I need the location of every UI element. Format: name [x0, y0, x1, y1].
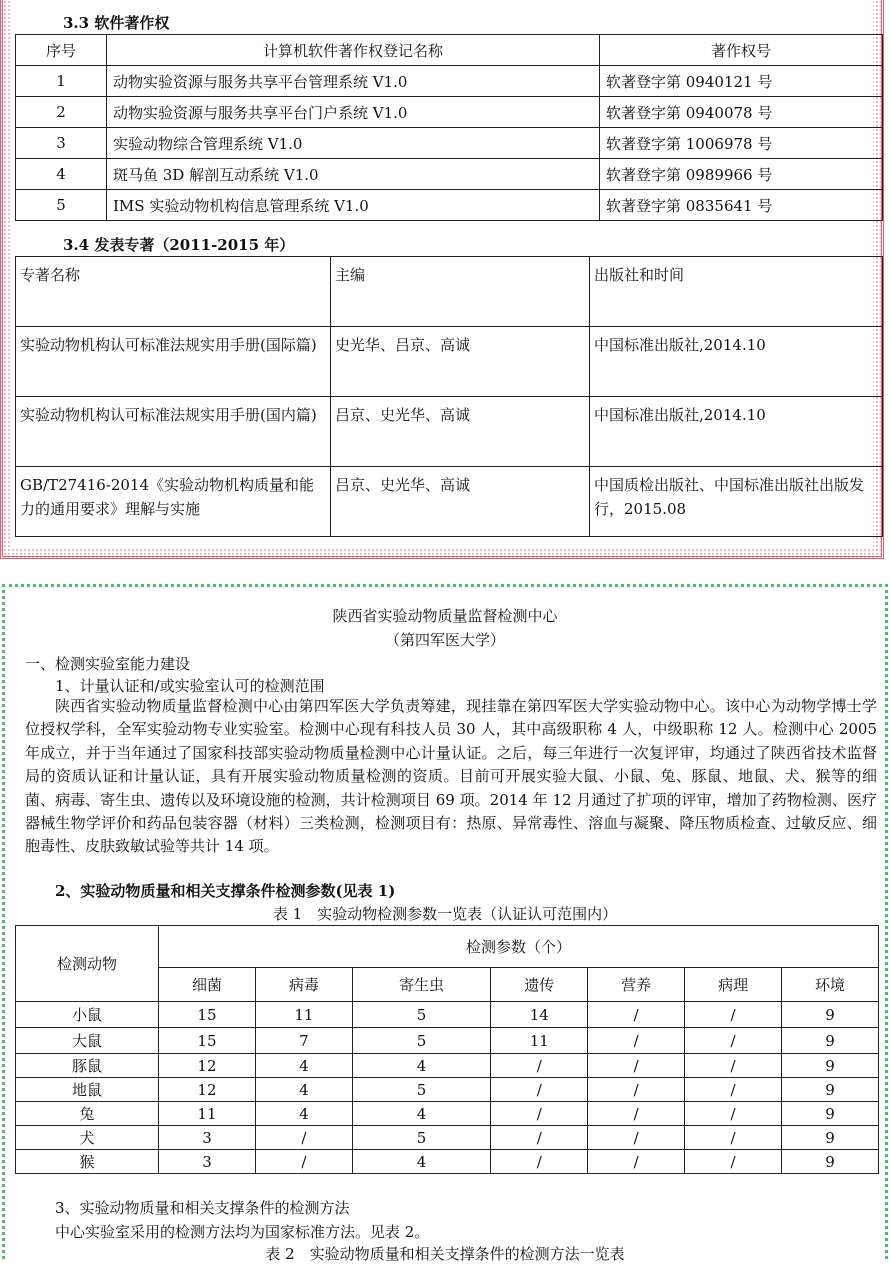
table-cell-animal: 犬: [16, 1126, 159, 1150]
column-header: 出版社和时间: [590, 257, 883, 327]
table-cell: 14: [491, 1002, 588, 1028]
table-cell: /: [685, 1002, 782, 1028]
table-cell-animal: 地鼠: [16, 1078, 159, 1102]
table-cell: /: [588, 1028, 685, 1054]
table-row: [16, 190, 883, 221]
table-cell: 中国质检出版社、中国标准出版社出版发行，2015.08: [590, 467, 883, 537]
body-paragraph: 陕西省实验动物质量监督检测中心由第四军医大学负责筹建，现挂靠在第四军医大学实验动物中心。该中心为动物学博士学位授权学科，全军实验动物专业实验室。检测中心现有科技人员 30 人，其中高级职称 4 人，中级职称 12 人。检测中心 2005 年成立，并于当年通过了国家科技部实验动物质量检测中心计量认证。之后，每三年进行一次复评审，均通过了陕西省技术监督局的资质认证和计量认证，具有开展实验动物质量检测的资质。目前可开展实验大鼠、小鼠、兔、豚鼠、地鼠、犬、猴等的细菌、病毒、寄生虫、遗传以及环境设施的检测，共计检测项目 69 项。2014 年 12 月通过了扩项的评审，增加了药物检测、医疗器械生物学评价和药品包装容器（材料）三类检测，检测项目有：热原、异常毒性、溶血与凝聚、降压物质检查、过敏反应、细胞毒性、皮肤致敏试验等共计 14 项。: [25, 697, 877, 856]
table-cell: 5: [352, 1126, 490, 1150]
table-cell: 4: [255, 1102, 352, 1126]
table-row: [16, 397, 883, 467]
table-cell: 9: [782, 1078, 879, 1102]
table-cell: /: [685, 1126, 782, 1150]
table-cell: 中国标准出版社,2014.10: [590, 327, 883, 397]
table-cell: 3: [159, 1150, 256, 1174]
column-header-animal: 检测动物: [16, 926, 159, 1002]
parameters-table: [15, 925, 879, 1174]
table-cell: 3: [159, 1126, 256, 1150]
section-testing-center-content: [13, 595, 877, 1263]
column-header: 营养: [588, 968, 685, 1002]
table-cell: 吕京、史光华、高诚: [331, 397, 590, 467]
column-header: 病毒: [255, 968, 352, 1002]
table-header-row: [16, 257, 883, 327]
table-cell: /: [255, 1126, 352, 1150]
table-cell: 5: [352, 1078, 490, 1102]
heading-capability: 一、检测实验室能力建设: [25, 655, 191, 673]
table-row: [16, 1078, 879, 1102]
table-cell: /: [588, 1002, 685, 1028]
table-cell: 软著登字第 0835641 号: [600, 190, 883, 221]
column-header-group: 检测参数（个）: [159, 926, 879, 968]
table1-caption: 表 1 实验动物检测参数一览表（认证认可范围内）: [272, 905, 618, 923]
table-cell: 5: [352, 1002, 490, 1028]
table-cell: 软著登字第 0940121 号: [600, 66, 883, 97]
table-cell: 4: [352, 1150, 490, 1174]
table-cell: /: [588, 1102, 685, 1126]
column-header: 寄生虫: [352, 968, 490, 1002]
heading-books: 3.4 发表专著（2011-2015 年）: [63, 236, 295, 254]
center-title: 陕西省实验动物质量监督检测中心: [332, 607, 558, 625]
table-cell: 4: [255, 1054, 352, 1078]
table-cell: 史光华、吕京、高诚: [331, 327, 590, 397]
table-cell: /: [685, 1150, 782, 1174]
table-cell-animal: 豚鼠: [16, 1054, 159, 1078]
table-cell: /: [491, 1078, 588, 1102]
table-cell: 斑马鱼 3D 解剖互动系统 V1.0: [107, 159, 600, 190]
table-cell: 4: [16, 159, 107, 190]
column-header: 病理: [685, 968, 782, 1002]
table-cell: 9: [782, 1126, 879, 1150]
column-header: 序号: [16, 35, 107, 66]
column-header: 专著名称: [16, 257, 331, 327]
table-cell: 3: [16, 128, 107, 159]
heading-parameters: 2、实验动物质量和相关支撑条件检测参数(见表 1): [55, 882, 396, 900]
table-cell: 软著登字第 0989966 号: [600, 159, 883, 190]
table-cell: 2: [16, 97, 107, 128]
column-header: 细菌: [159, 968, 256, 1002]
heading-scope: 1、计量认证和/或实验室认可的检测范围: [55, 677, 325, 695]
table-row: [16, 1126, 879, 1150]
table-cell: 吕京、史光华、高诚: [331, 467, 590, 537]
table-cell: 15: [159, 1028, 256, 1054]
table-cell: 7: [255, 1028, 352, 1054]
table-cell: /: [685, 1028, 782, 1054]
table-cell: 4: [255, 1078, 352, 1102]
table-cell: /: [491, 1054, 588, 1078]
table-cell: 9: [782, 1028, 879, 1054]
table-cell: /: [685, 1102, 782, 1126]
table-cell: 实验动物机构认可标准法规实用手册(国内篇): [16, 397, 331, 467]
table-cell-animal: 兔: [16, 1102, 159, 1126]
table-cell: 动物实验资源与服务共享平台门户系统 V1.0: [107, 97, 600, 128]
table-cell-animal: 小鼠: [16, 1002, 159, 1028]
table-cell: 4: [352, 1102, 490, 1126]
table-cell: 软著登字第 1006978 号: [600, 128, 883, 159]
heading-methods: 3、实验动物质量和相关支撑条件的检测方法: [55, 1199, 350, 1217]
table-cell: 中国标准出版社,2014.10: [590, 397, 883, 467]
center-subtitle: （第四军医大学）: [384, 631, 505, 649]
table-cell: /: [491, 1102, 588, 1126]
table-row: [16, 128, 883, 159]
table-cell: GB/T27416-2014《实验动物机构质量和能力的通用要求》理解与实施: [16, 467, 331, 537]
books-table: [15, 256, 883, 537]
table-row: [16, 1054, 879, 1078]
table-cell: 实验动物机构认可标准法规实用手册(国际篇): [16, 327, 331, 397]
table-cell: /: [588, 1150, 685, 1174]
column-header: 环境: [782, 968, 879, 1002]
section-publications: [0, 0, 884, 559]
methods-text: 中心实验室采用的检测方法均为国家标准方法。见表 2。: [55, 1223, 430, 1241]
table-cell: /: [491, 1126, 588, 1150]
table-cell: /: [491, 1150, 588, 1174]
table-cell: /: [685, 1054, 782, 1078]
table2-caption: 表 2 实验动物质量和相关支撑条件的检测方法一览表: [265, 1245, 625, 1263]
table-header-row: [16, 35, 883, 66]
table-cell: /: [588, 1126, 685, 1150]
table-cell: 9: [782, 1054, 879, 1078]
section-publications-content: [11, 0, 873, 548]
table-row: [16, 66, 883, 97]
column-header: 计算机软件著作权登记名称: [107, 35, 600, 66]
table-cell-animal: 猴: [16, 1150, 159, 1174]
software-copyright-table: [15, 34, 883, 221]
table-header-row: [16, 926, 879, 968]
table-cell: 1: [16, 66, 107, 97]
column-header: 遗传: [491, 968, 588, 1002]
column-header: 主编: [331, 257, 590, 327]
table-cell: 5: [16, 190, 107, 221]
table-cell: /: [685, 1078, 782, 1102]
table-row: [16, 97, 883, 128]
table-cell: 12: [159, 1054, 256, 1078]
table-cell: /: [588, 1054, 685, 1078]
table-cell: 4: [352, 1054, 490, 1078]
table-cell: 11: [255, 1002, 352, 1028]
table-cell: 5: [352, 1028, 490, 1054]
table-cell: 12: [159, 1078, 256, 1102]
table-row: [16, 467, 883, 537]
table-row: [16, 1028, 879, 1054]
table-cell: /: [255, 1150, 352, 1174]
table-row: [16, 1002, 879, 1028]
table-cell: 9: [782, 1150, 879, 1174]
table-row: [16, 327, 883, 397]
table-cell-animal: 大鼠: [16, 1028, 159, 1054]
table-row: [16, 1150, 879, 1174]
table-row: [16, 1102, 879, 1126]
table-cell: 实验动物综合管理系统 V1.0: [107, 128, 600, 159]
heading-software-copyright: 3.3 软件著作权: [63, 14, 170, 32]
table-cell: /: [588, 1078, 685, 1102]
table-cell: 9: [782, 1102, 879, 1126]
table-cell: 11: [491, 1028, 588, 1054]
table-cell: 动物实验资源与服务共享平台管理系统 V1.0: [107, 66, 600, 97]
table-cell: 15: [159, 1002, 256, 1028]
table-cell: 9: [782, 1002, 879, 1028]
section-testing-center: [2, 584, 888, 1263]
table-cell: 11: [159, 1102, 256, 1126]
table-row: [16, 159, 883, 190]
table-cell: 软著登字第 0940078 号: [600, 97, 883, 128]
table-cell: IMS 实验动物机构信息管理系统 V1.0: [107, 190, 600, 221]
column-header: 著作权号: [600, 35, 883, 66]
